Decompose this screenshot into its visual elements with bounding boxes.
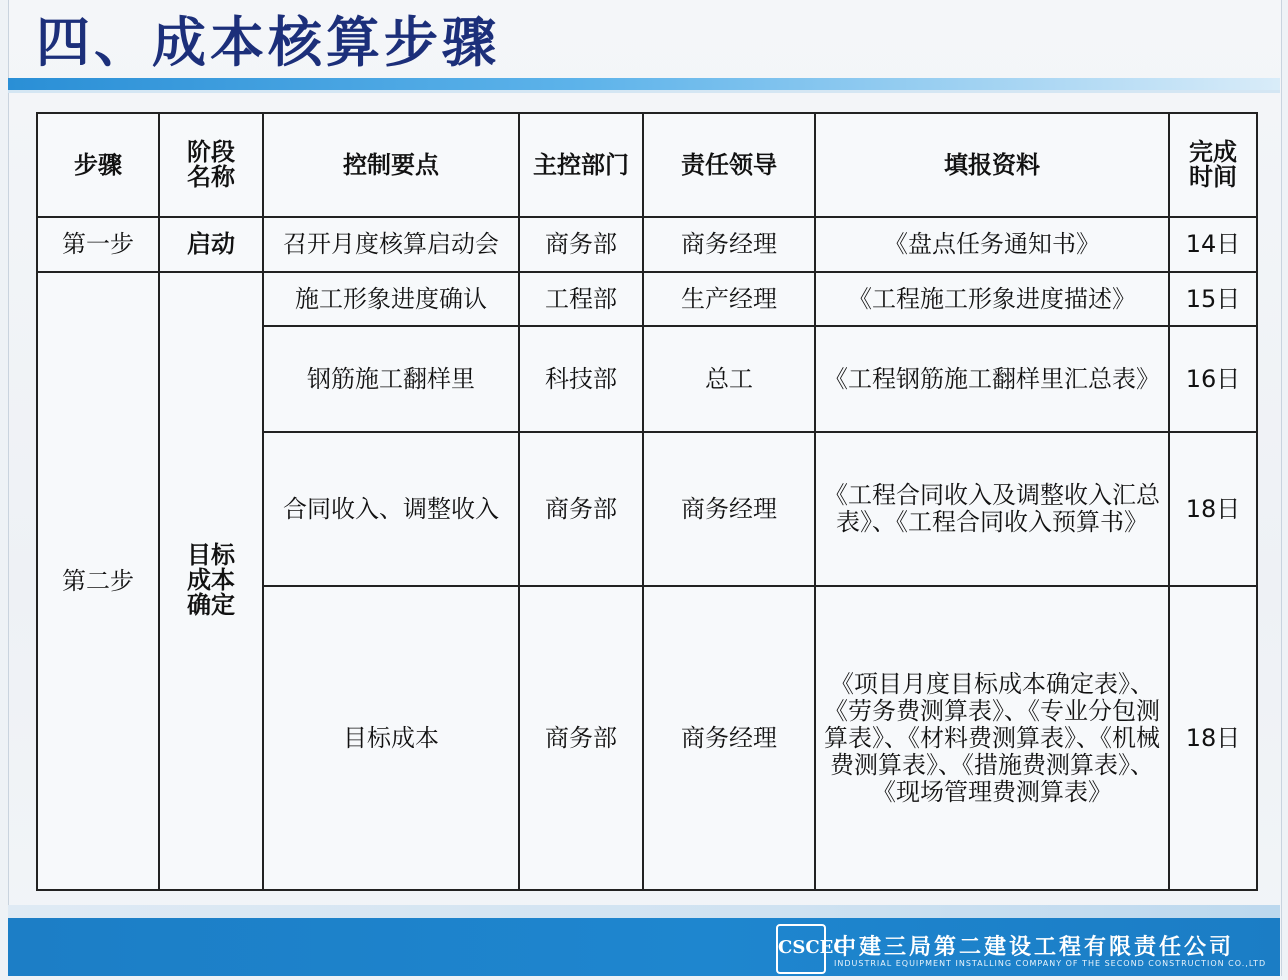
company-logo: CSCEC [776, 924, 826, 974]
row5-doc: 《项目月度目标成本确定表》、《劳务费测算表》、《专业分包测算表》、《材料费测算表》、《机械费测算表》、《措施费测算表》、《现场管理费测算表》 [815, 586, 1169, 890]
row3-control: 钢筋施工翻样里 [263, 326, 519, 432]
header-doc: 填报资料 [815, 113, 1169, 217]
row2-doc: 《工程施工形象进度描述》 [815, 272, 1169, 326]
title-underline-thin [8, 90, 1280, 93]
company-name: 中建三局第二建设工程有限责任公司 [834, 935, 1235, 960]
row1-doc: 《盘点任务通知书》 [815, 217, 1169, 272]
header-leader: 责任领导 [643, 113, 815, 217]
row4-time: 18日 [1169, 432, 1257, 586]
group2-step: 第二步 [37, 272, 159, 890]
header-control: 控制要点 [263, 113, 519, 217]
row3-leader: 总工 [643, 326, 815, 432]
row1-leader: 商务经理 [643, 217, 815, 272]
row3-doc: 《工程钢筋施工翻样里汇总表》 [815, 326, 1169, 432]
row3-dept: 科技部 [519, 326, 643, 432]
row5-dept: 商务部 [519, 586, 643, 890]
row2-dept: 工程部 [519, 272, 643, 326]
page-title: 四、成本核算步骤 [36, 11, 500, 74]
header-dept: 主控部门 [519, 113, 643, 217]
row4-doc: 《工程合同收入及调整收入汇总表》、《工程合同收入预算书》 [815, 432, 1169, 586]
row1-control: 召开月度核算启动会 [263, 217, 519, 272]
row2-time: 15日 [1169, 272, 1257, 326]
row1-phase: 启动 [159, 217, 263, 272]
title-underline-bar [8, 78, 1280, 90]
row5-time: 18日 [1169, 586, 1257, 890]
table-row [37, 217, 1257, 272]
header-time: 完成时间 [1169, 113, 1257, 217]
row2-leader: 生产经理 [643, 272, 815, 326]
company-name-english: INDUSTRIAL EQUIPMENT INSTALLING COMPANY OF THE SECOND CONSTRUCTION CO.,LTD [834, 959, 1267, 968]
table-row [37, 272, 1257, 326]
group2-phase: 目标成本确定 [159, 272, 263, 890]
row2-control: 施工形象进度确认 [263, 272, 519, 326]
row5-control: 目标成本 [263, 586, 519, 890]
row3-time: 16日 [1169, 326, 1257, 432]
row1-dept: 商务部 [519, 217, 643, 272]
header-phase: 阶段名称 [159, 113, 263, 217]
header-step: 步骤 [37, 113, 159, 217]
cost-accounting-table [36, 112, 1258, 891]
row4-control: 合同收入、调整收入 [263, 432, 519, 586]
row1-time: 14日 [1169, 217, 1257, 272]
row1-step: 第一步 [37, 217, 159, 272]
row4-dept: 商务部 [519, 432, 643, 586]
row4-leader: 商务经理 [643, 432, 815, 586]
row5-leader: 商务经理 [643, 586, 815, 890]
footer-accent [8, 905, 1280, 919]
table-header-row [37, 113, 1257, 217]
